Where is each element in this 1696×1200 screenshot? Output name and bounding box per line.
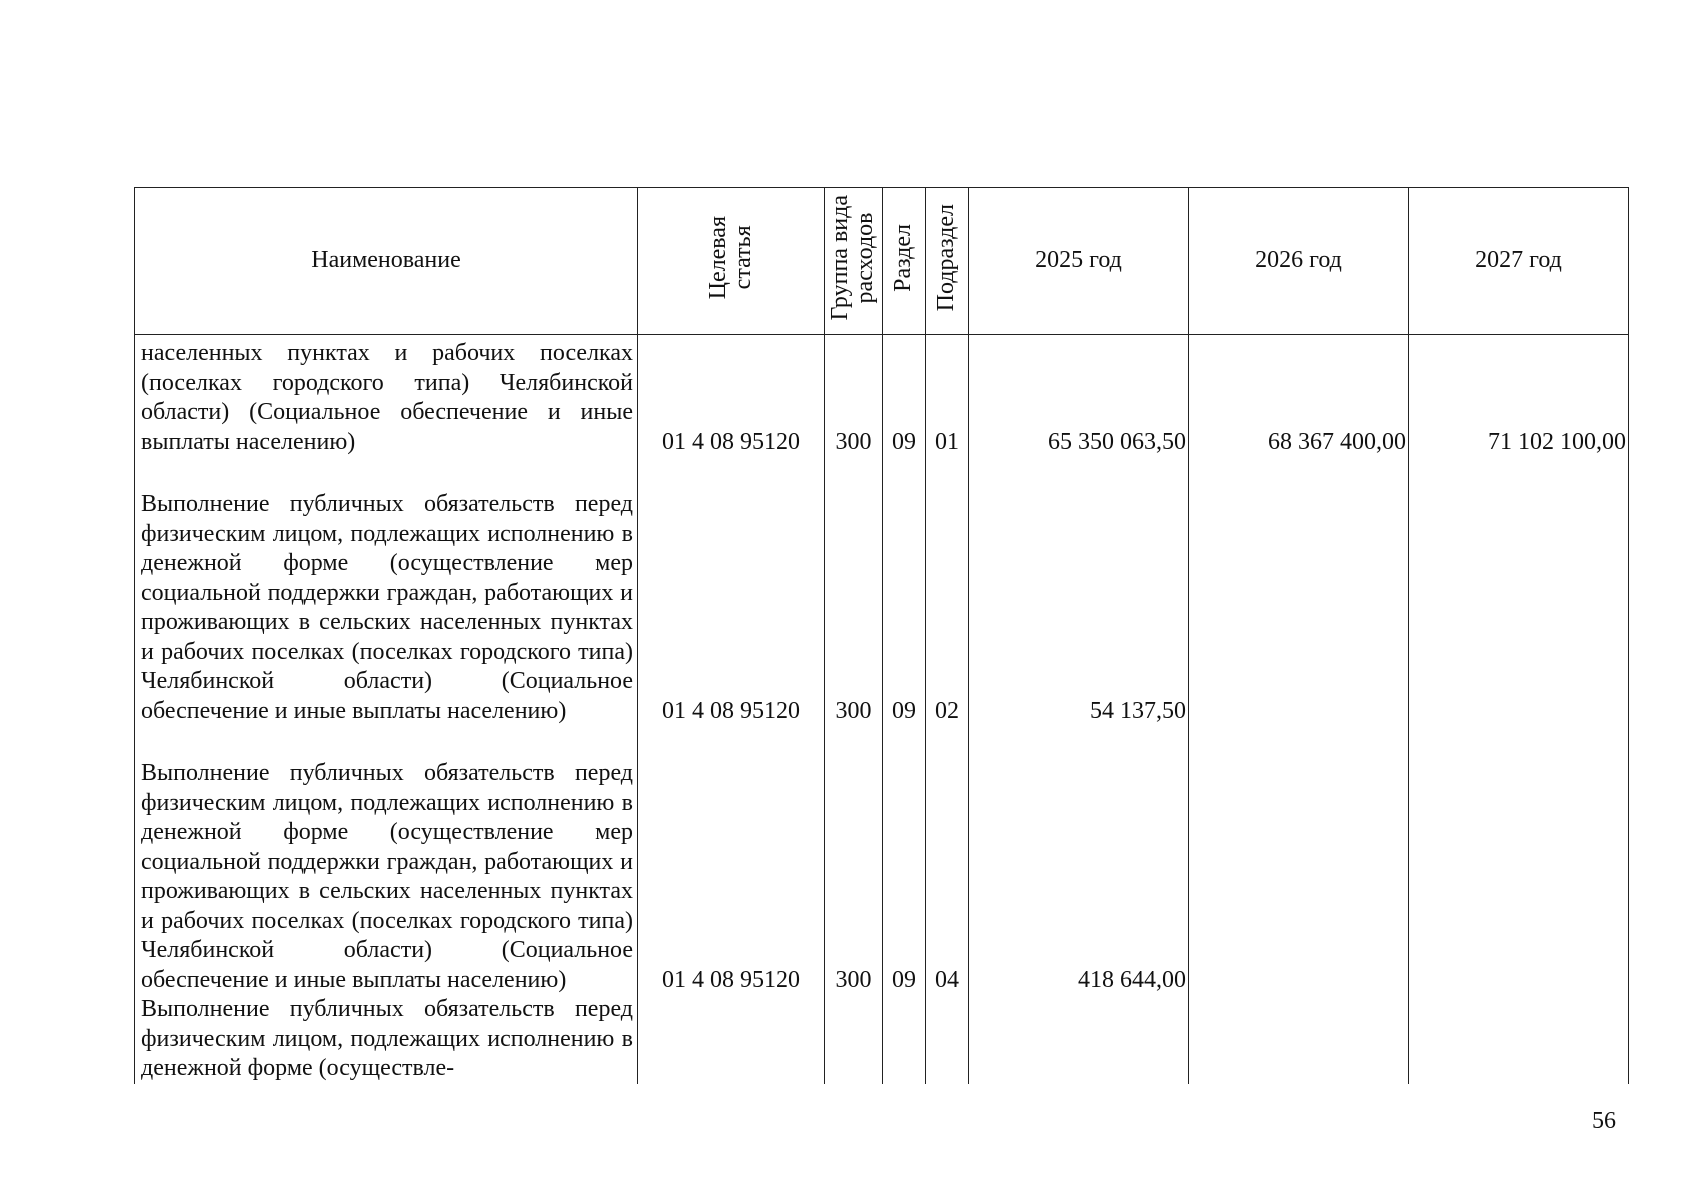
row-year-2026 (1189, 726, 1409, 995)
row-name: населенных пунктах и рабочих поселках (поселках городского типа) Челябинской области) (Социальное обеспечение и иные выплаты населению) (135, 335, 638, 458)
row-year-2025: 65 350 063,50 (969, 335, 1189, 458)
row-section: 09 (883, 335, 926, 458)
row-year-2025: 54 137,50 (969, 457, 1189, 726)
row-year-2026 (1189, 995, 1409, 1084)
table-header-row (135, 188, 1629, 335)
table-row (135, 995, 1629, 1084)
row-expense-group: 300 (825, 726, 883, 995)
header-name: Наименование (135, 188, 638, 335)
row-section: 09 (883, 726, 926, 995)
row-target-article: 01 4 08 95120 (638, 726, 825, 995)
row-year-2027 (1409, 995, 1629, 1084)
row-section: 09 (883, 457, 926, 726)
row-year-2026 (1189, 457, 1409, 726)
header-target-article: Целевая статья (638, 188, 825, 335)
row-target-article: 01 4 08 95120 (638, 457, 825, 726)
row-name: Выполнение публичных обязательств перед физическим лицом, подлежащих исполнению в денежной форме (осуществле- (135, 995, 638, 1084)
table-row (135, 335, 1629, 458)
row-year-2027 (1409, 457, 1629, 726)
row-target-article (638, 995, 825, 1084)
row-year-2026: 68 367 400,00 (1189, 335, 1409, 458)
row-expense-group: 300 (825, 457, 883, 726)
row-year-2027: 71 102 100,00 (1409, 335, 1629, 458)
row-year-2025 (969, 995, 1189, 1084)
header-year-2025: 2025 год (969, 188, 1189, 335)
row-target-article: 01 4 08 95120 (638, 335, 825, 458)
table-row (135, 726, 1629, 995)
row-subsection: 01 (926, 335, 969, 458)
row-expense-group: 300 (825, 335, 883, 458)
row-year-2025: 418 644,00 (969, 726, 1189, 995)
page-number: 56 (1592, 1108, 1616, 1134)
row-section (883, 995, 926, 1084)
header-subsection: Подраздел (926, 188, 969, 335)
row-subsection: 04 (926, 726, 969, 995)
row-name: Выполнение публичных обязательств перед физическим лицом, подлежащих исполнению в денежной форме (осуществление мер социальной поддержки граждан, работающих и проживающих в сельских населенных пунктах и рабочих поселках (поселках городского типа) Челябинской области) (Социальное обеспечение и иные выплаты населению) (135, 726, 638, 995)
row-name: Выполнение публичных обязательств перед физическим лицом, подлежащих исполнению в денежной форме (осуществление мер социальной поддержки граждан, работающих и проживающих в сельских населенных пунктах и рабочих поселках (поселках городского типа) Челябинской области) (Социальное обеспечение и иные выплаты населению) (135, 457, 638, 726)
row-expense-group (825, 995, 883, 1084)
row-year-2027 (1409, 726, 1629, 995)
row-subsection: 02 (926, 457, 969, 726)
header-expense-group: Группа вида расходов (825, 188, 883, 335)
budget-table (134, 187, 1629, 1084)
row-subsection (926, 995, 969, 1084)
table-row (135, 457, 1629, 726)
header-section: Раздел (883, 188, 926, 335)
header-year-2027: 2027 год (1409, 188, 1629, 335)
header-year-2026: 2026 год (1189, 188, 1409, 335)
